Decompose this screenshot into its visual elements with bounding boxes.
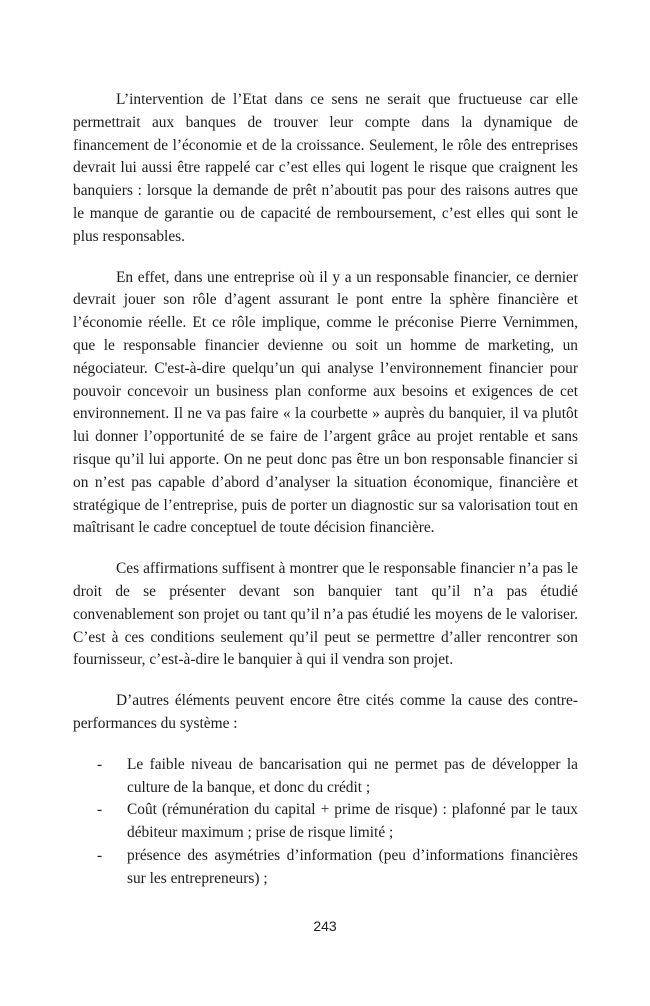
list-item — [73, 754, 578, 800]
paragraph-3: Ces affirmations suffisent à montrer que le responsable financier n’a pas le droit de se présenter devant son banquier tant qu’il n’a pas étudié convenablement son projet ou tant qu’il n’a pas étudié les moyens de le valoriser. C’est à ces conditions seulement qu’il peut se permettre d’aller rencontrer son fournisseur, c’est-à-dire le banquier à qui il vendra son projet. — [73, 560, 578, 669]
list-item — [73, 799, 578, 845]
page-body — [73, 89, 578, 891]
list-item — [73, 845, 578, 891]
list-item-text: présence des asymétries d’information (peu d’informations financières sur les entrepreneurs) ; — [127, 846, 578, 887]
page-number: 243 — [313, 918, 337, 934]
list-item-text: Le faible niveau de bancarisation qui ne permet pas de développer la culture de la banque, et donc du crédit ; — [127, 755, 578, 796]
list-item-text: Coût (rémunération du capital + prime de risque) : plafonné par le taux débiteur maximum ; prise de risque limité ; — [127, 801, 578, 842]
paragraph-4: D’autres éléments peuvent encore être cités comme la cause des contre-performances du système : — [73, 692, 578, 732]
list-dash: - — [97, 755, 103, 773]
cause-list — [73, 754, 578, 891]
list-dash: - — [97, 801, 103, 819]
list-dash: - — [97, 846, 103, 864]
paragraph-2: En effet, dans une entreprise où il y a un responsable financier, ce dernier devrait jouer son rôle d’agent assurant le pont entre la sphère financière et l’économie réelle. Et ce rôle implique, comme le préconise Pierre Vernimmen, que le responsable financier devienne ou soit un homme de marketing, un négociateur. C'est-à-dire quelqu’un qui analyse l’environnement financier pour pouvoir concevoir un business plan conforme aux besoins et exigences de cet environnement. Il ne va pas faire « la courbette » auprès du banquier, il va plutôt lui donner l’opportunité de se faire de l’argent grâce au projet rentable et sans risque qu’il lui apporte. On ne peut donc pas être un bon responsable financier si on n’est pas capable d’abord d’analyser la situation économique, financière et stratégique de l’entreprise, puis de porter un diagnostic sur sa valorisation tout en maîtrisant le cadre conceptuel de toute décision financière. — [73, 268, 578, 537]
paragraph-1: L’intervention de l’Etat dans ce sens ne serait que fructueuse car elle permettrait aux banques de trouver leur compte dans la dynamique de financement de l’économie et de la croissance. Seulement, le rôle des entreprises devrait lui aussi être rappelé car c’est elles qui logent le risque que craignent les banquiers : lorsque la demande de prêt n’aboutit pas pour des raisons autres que le manque de garantie ou de capacité de remboursement, c’est elles qui sont le plus responsables. — [73, 91, 578, 245]
